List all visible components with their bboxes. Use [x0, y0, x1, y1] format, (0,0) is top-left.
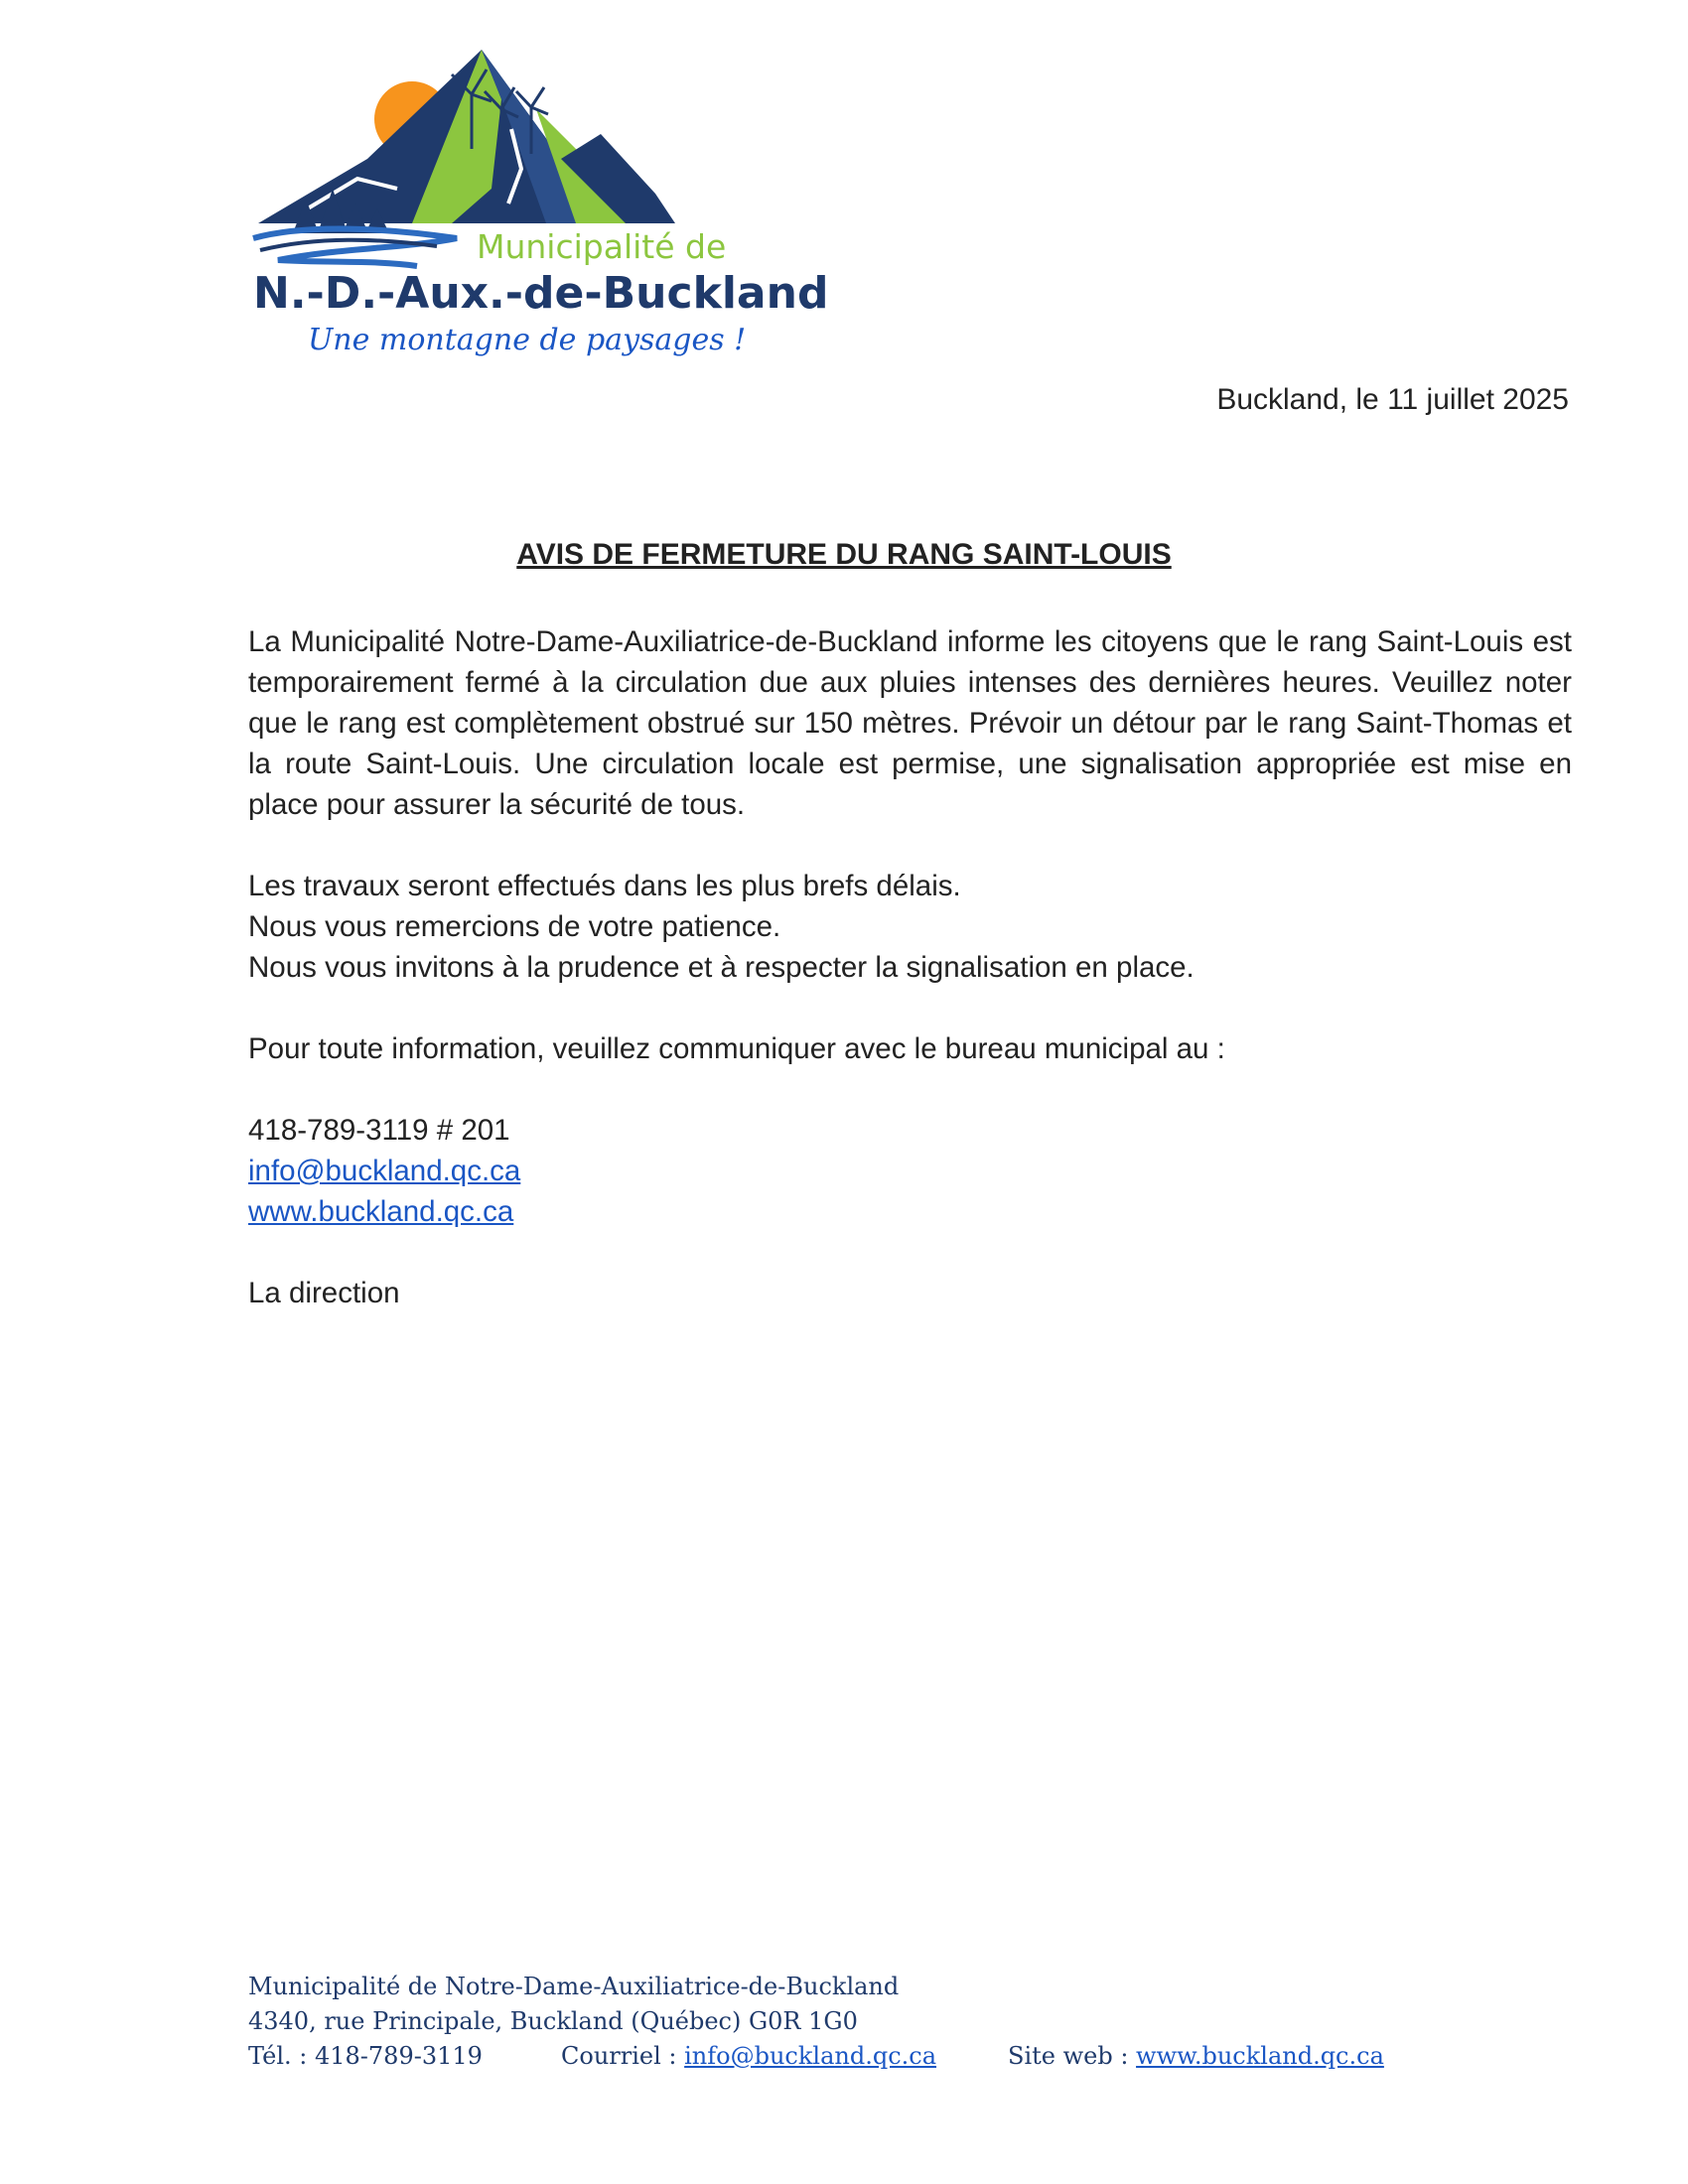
signature: La direction	[248, 1277, 400, 1309]
river-icon	[253, 229, 457, 266]
footer-email-label: Courriel :	[561, 2042, 685, 2070]
logo-line1: Municipalité de	[477, 227, 727, 266]
notice-paragraph: La Municipalité Notre-Dame-Auxiliatrice-de-Buckland informe les citoyens que le rang Saint-Louis est temporairement fermé à la circulation due aux pluies intenses des dernières heures. Veuillez noter que le rang est complètement obstrué sur 150 mètres. Prévoir un détour par le rang Saint-Thomas et la route Saint-Louis. Une circulation locale est permise, une signalisation appropriée est mise en place pour assurer la sécurité de tous.	[248, 625, 1572, 821]
body-line: Nous vous invitons à la prudence et à respecter la signalisation en place.	[248, 951, 1195, 984]
footer-tel: Tél. : 418-789-3119	[248, 2042, 483, 2070]
footer-web-link[interactable]: www.buckland.qc.ca	[1136, 2042, 1384, 2070]
contact-website-link[interactable]: www.buckland.qc.ca	[248, 1195, 514, 1228]
municipality-logo	[248, 40, 829, 377]
letter-body	[248, 621, 1572, 1313]
contact-intro: Pour toute information, veuillez communiquer avec le bureau municipal au :	[248, 1032, 1225, 1065]
letter-footer	[248, 1970, 1539, 2074]
footer-address: 4340, rue Principale, Buckland (Québec) G0R 1G0	[248, 2007, 858, 2035]
letter-date: Buckland, le 11 juillet 2025	[1216, 383, 1569, 416]
contact-phone: 418-789-3119 # 201	[248, 1114, 510, 1147]
body-line: Nous vous remercions de votre patience.	[248, 910, 781, 943]
logo-line2: N.-D.-Aux.-de-Buckland	[253, 268, 829, 319]
logo-slogan: Une montagne de paysages !	[308, 323, 747, 357]
contact-email-link[interactable]: info@buckland.qc.ca	[248, 1155, 521, 1187]
body-line: Les travaux seront effectués dans les plus brefs délais.	[248, 870, 961, 902]
footer-name: Municipalité de Notre-Dame-Auxiliatrice-de-Buckland	[248, 1973, 900, 2000]
notice-title: AVIS DE FERMETURE DU RANG SAINT-LOUIS	[516, 538, 1172, 571]
footer-web-label: Site web :	[1008, 2042, 1137, 2070]
footer-email-link[interactable]: info@buckland.qc.ca	[684, 2042, 937, 2070]
